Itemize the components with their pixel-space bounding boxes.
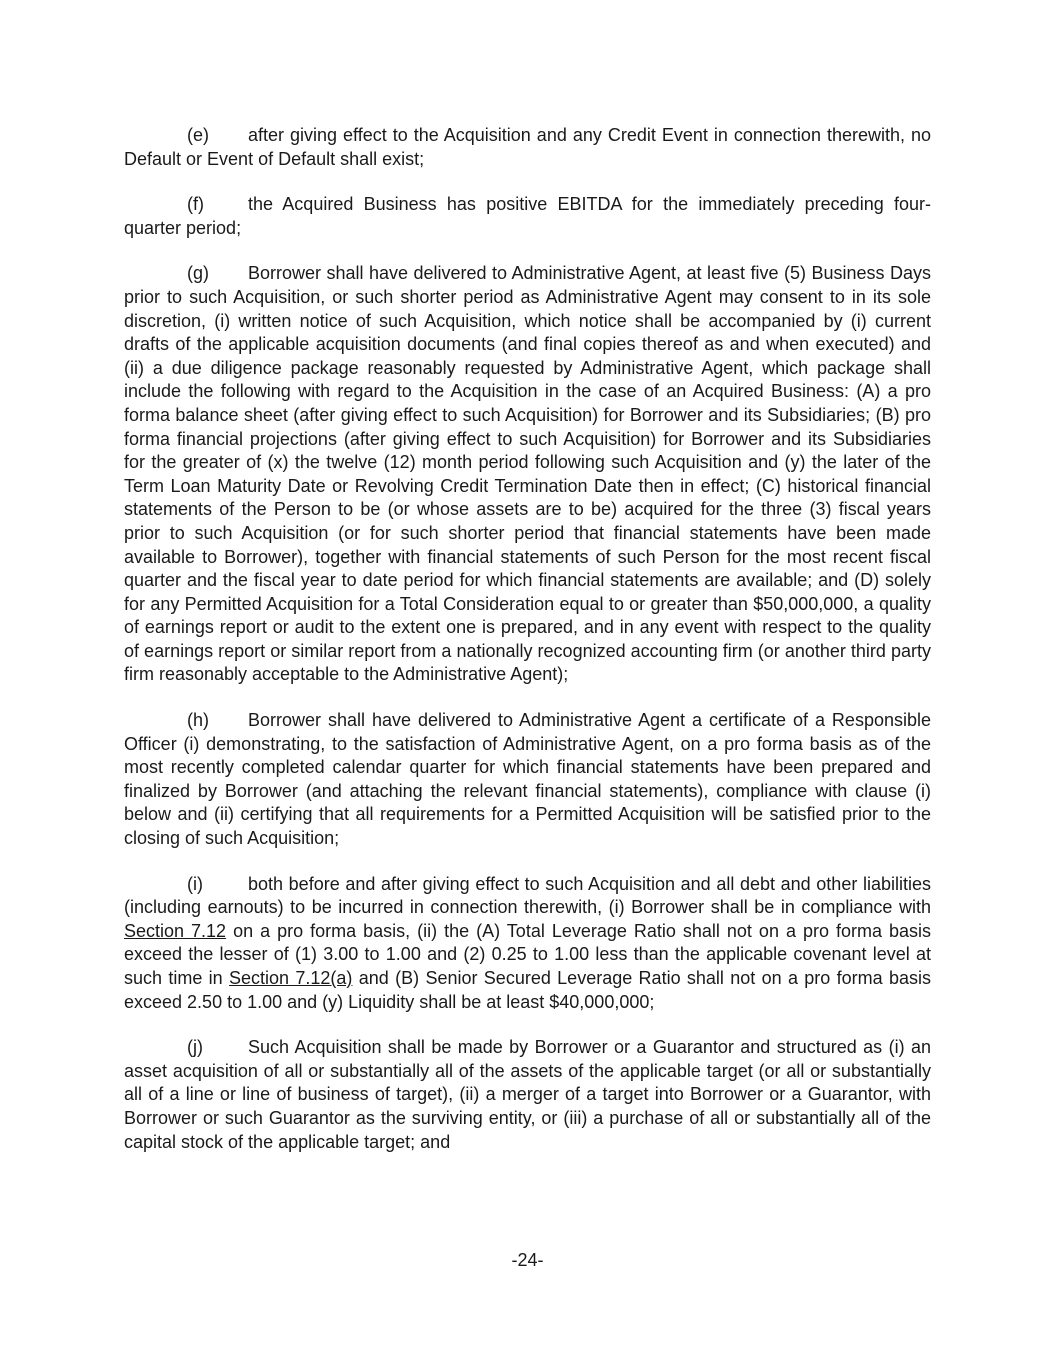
clause-label: (e) xyxy=(187,125,209,145)
clause-text: Borrower shall have delivered to Administrative Agent, at least five (5) Business Days prior to such Acquisition, or such shorter period as Administrative Agent may consent to in its sole discretion, (i) written notice of such Acquisition, which notice shall be accompanied by (i) current drafts of the applicable acquisition documents (and final copies thereof as and when executed) and (ii) a due diligence package reasonably requested by Administrative Agent, which package shall include the following with regard to the Acquisition in the case of an Acquired Business: (A) a pro forma balance sheet (after giving effect to such Acquisition) for Borrower and its Subsidiaries; (B) pro forma financial projections (after giving effect to such Acquisition) for Borrower and its Subsidiaries for the greater of (x) the twelve (12) month period following such Acquisition and (y) the later of the Term Loan Maturity Date or Revolving Credit Termination Date then in effect; (C) historical financial statements of the Person to be (or whose assets are to be) acquired for the three (3) fiscal years prior to such Acquisition (or for such shorter period that financial statements have been made available to Borrower), together with financial statements of such Person for the most recent fiscal quarter and the fiscal year to date period for which financial statements are available; and (D) solely for any Permitted Acquisition for a Total Consideration equal to or greater than $50,000,000, a quality of earnings report or audit to the extent one is prepared, and in any event with respect to the quality of earnings report or similar report from a nationally recognized accounting firm (or another third party firm reasonably acceptable to the Administrative Agent); xyxy=(124,263,931,685)
clause-label: (g) xyxy=(187,263,209,284)
clause-label: (h) xyxy=(187,710,209,731)
clause-j xyxy=(124,1036,931,1154)
clause-label: (j) xyxy=(187,1037,203,1058)
clause-text: on a pro forma basis, (ii) the (A) Total Leverage Ratio shall not on a pro forma basis exceed the lesser of (1) 3.00 to 1.00 and (2) 0.25 to 1.00 less than the applicable covenant level at such time in xyxy=(124,920,932,988)
section-reference-link[interactable]: Section 7.12(a) xyxy=(229,968,353,988)
clause-e xyxy=(124,124,931,171)
clause-text: and (B) Senior Secured Leverage Ratio shall not on a pro forma basis exceed 2.50 to 1.00 and (y) Liquidity shall be at least $40,000,000; xyxy=(124,968,931,1012)
document-body xyxy=(124,124,931,1176)
clause-text: Borrower shall have delivered to Administrative Agent a certificate of a Responsible Officer (i) demonstrating, to the satisfaction of Administrative Agent, on a pro forma basis as of the most recently completed calendar quarter for which financial statements have been prepared and finalized by Borrower (and attaching the relevant financial statements), compliance with clause (i) below and (ii) certifying that all requirements for a Permitted Acquisition will be satisfied prior to the closing of such Acquisition; xyxy=(124,710,931,849)
page-number: -24- xyxy=(511,1250,544,1270)
clause-label: (i) xyxy=(187,873,203,894)
clause-f xyxy=(124,193,931,240)
clause-g xyxy=(124,262,931,687)
clause-i xyxy=(124,873,931,1015)
clause-text: after giving effect to the Acquisition and any Credit Event in connection therewith, no Default or Event of Default shall exist; xyxy=(124,125,931,169)
clause-text: Such Acquisition shall be made by Borrower or a Guarantor and structured as (i) an asset acquisition of all or substantially all of the assets of the applicable target (or all or substantially all of a line or line of business of target), (ii) a merger of a target into Borrower or a Guarantor, with Borrower or such Guarantor as the surviving entity, or (iii) a purchase of all or substantially all of the capital stock of the applicable target; and xyxy=(124,1037,931,1152)
clause-label: (f) xyxy=(187,194,204,215)
clause-text: both before and after giving effect to such Acquisition and all debt and other liabilities (including earnouts) to be incurred in connection therewith, (i) Borrower shall be in compliance with xyxy=(124,873,931,918)
clause-text: the Acquired Business has positive EBITDA for the immediately preceding four-quarter period; xyxy=(124,194,931,238)
clause-h xyxy=(124,709,931,851)
section-reference-link[interactable]: Section 7.12 xyxy=(124,920,227,941)
